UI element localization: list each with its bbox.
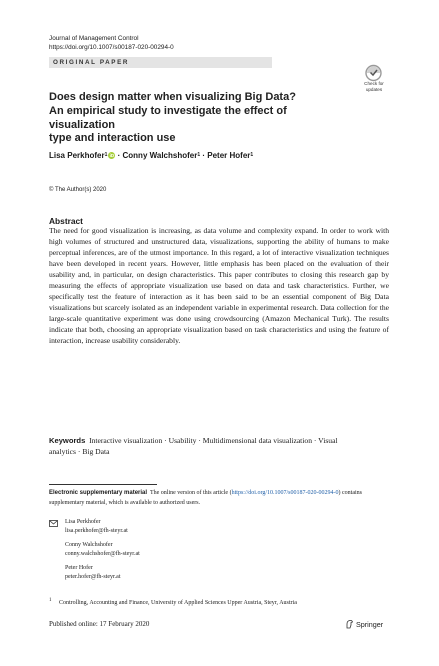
supplementary-text-after: ) contains supplementary material, which is available to authorized users. (49, 490, 362, 506)
springer-horse-icon (345, 619, 354, 629)
envelope-icon (49, 520, 58, 527)
title-line: type and interaction use (49, 132, 176, 145)
check-for-updates-label[interactable]: Check for updates (364, 81, 384, 92)
author-name: Peter Hofer (207, 151, 251, 160)
contact-email[interactable]: lisa.perkhofer@fh-steyr.at (65, 527, 128, 534)
contact-email[interactable]: peter.hofer@fh-steyr.at (65, 573, 121, 580)
keywords (49, 435, 349, 457)
author-list (49, 151, 253, 161)
footnote-divider (49, 484, 157, 485)
title-line: Does design matter when visualizing Big Data? (49, 91, 296, 103)
journal-doi[interactable]: https://doi.org/10.1007/s00187-020-00294-0 (49, 44, 174, 51)
author-name: Conny Walchshofer (122, 151, 198, 160)
publisher-logo (345, 619, 383, 630)
supplementary-note (49, 489, 389, 508)
abstract-text: The need for good visualization is increasing, as data volume and complexity expand. In order to work with high volumes of structured and unstructured data, visualizations, supporting the ability of humans to make perceptual inferences, are of the utmost importance. In this regard, a lot of interactive visualization techniques have been developed in recent years. However, little emphasis has been placed on the evaluation of their usability and, in particular, on design characteristics. This paper contributes to closing this research gap by measuring the effects of appropriate visualization use based on data and task characteristics. Further, we specifically test the feature of interaction as it has been said to be an essential component of Big Data visualizations but scarcely isolated as an independent variable in experimental research. Data collection for the large-scale quantitative experiment was done using crowdsourcing (Amazon Mechanical Turk). The results indicate that both, choosing an appropriate visualization based on task characteristics and using the feature of interaction, increase usability considerably. (49, 226, 389, 345)
author-name: Lisa Perkhofer (49, 151, 105, 160)
keywords-label: Keywords (49, 436, 86, 445)
author-affiliation-mark: 1 (250, 152, 254, 158)
abstract-heading: Abstract (49, 216, 83, 226)
journal-name: Journal of Management Control (49, 35, 139, 42)
publisher-name: Springer (356, 620, 384, 629)
supplementary-text-before: The online version of this article ( (149, 490, 232, 496)
contact-name: Peter Hofer (65, 564, 93, 571)
supplementary-label: Electronic supplementary material (49, 490, 148, 496)
contact-email[interactable]: conny.walchshofer@fh-steyr.at (65, 550, 140, 557)
author-separator: · (117, 151, 121, 160)
paper-title (49, 91, 349, 146)
author-separator: · (202, 151, 206, 160)
journal-header (49, 34, 174, 52)
affiliation-number: 1 (49, 598, 52, 603)
affiliation (49, 597, 389, 607)
orcid-icon[interactable]: iD (109, 153, 115, 159)
article-type-bar: ORIGINAL PAPER (49, 57, 272, 68)
supplementary-doi-link[interactable]: https://doi.org/10.1007/s00187-020-00294-0 (231, 490, 339, 496)
author-affiliation-mark: 1 (104, 152, 108, 158)
contact-name: Lisa Perkhofer (65, 519, 101, 525)
author-affiliation-mark: 1 (197, 152, 201, 158)
contact-name: Conny Walchshofer (65, 541, 113, 548)
affiliation-text: Controlling, Accounting and Finance, University of Applied Sciences Upper Austria, Steyr, Austria (59, 600, 297, 606)
contact-list (65, 518, 140, 581)
keywords-text: Interactive visualization · Usability · Multidimensional data visualization · Visual analytics · Big Data (49, 436, 338, 457)
copyright-notice: © The Author(s) 2020 (49, 187, 107, 193)
published-date: Published online: 17 February 2020 (49, 620, 150, 628)
title-line: An empirical study to investigate the effect of visualization (49, 104, 287, 131)
